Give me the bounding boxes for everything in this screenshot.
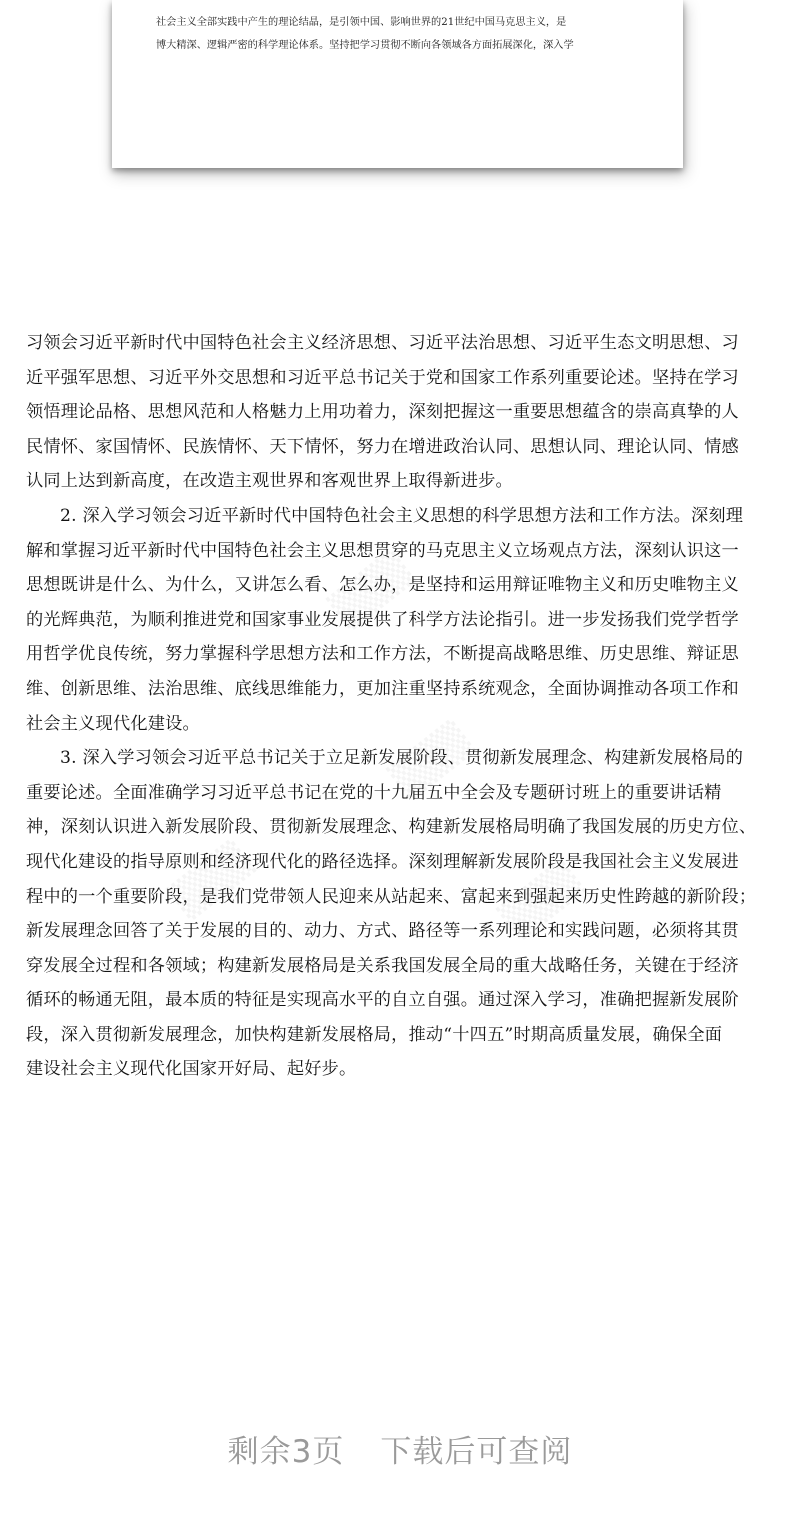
watermark: ▒▒▒ — [386, 718, 477, 803]
text-line: 程中的一个重要阶段，是我们党带领人民迎来从站起来、富起来到强起来历史性跨越的新阶段； — [26, 886, 757, 907]
text-line: 解和掌握习近平新时代中国特色社会主义思想贯穿的马克思主义立场观点方法，深刻认识这一 — [26, 540, 739, 561]
text-line: 维、创新思维、法治思维、底线思维能力，更加注重坚持系统观念，全面协调推动各项工作和 — [26, 678, 739, 699]
text-line: 重要论述。全面准确学习习近平总书记在党的十九届五中全会及专题研讨班上的重要讲话精 — [26, 782, 722, 803]
preview-line: 社会主义全部实践中产生的理论结晶，是引领中国、影响世界的21世纪中国马克思主义，是 — [156, 17, 567, 28]
text-line: 习领会习近平新时代中国特色社会主义经济思想、习近平法治思想、习近平生态文明思想、习 — [26, 333, 739, 353]
remaining-pages-banner[interactable] — [0, 1426, 800, 1471]
text-line: 社会主义现代化建设。 — [26, 713, 200, 734]
text-line: 穿发展全过程和各领域；构建新发展格局是关系我国发展全局的重大战略任务，关键在于经济 — [26, 955, 739, 976]
text-line: 认同上达到新高度，在改造主观世界和客观世界上取得新进步。 — [26, 471, 513, 492]
text-line: 段，深入贯彻新发展理念，加快构建新发展格局，推动“十四五”时期高质量发展，确保全面 — [26, 1024, 723, 1045]
download-hint-text: 下载后可查阅 — [380, 1434, 573, 1470]
text-line: 2. 深入学习领会习近平新时代中国特色社会主义思想的科学思想方法和工作方法。深刻理 — [60, 505, 744, 526]
text-line: 新发展理念回答了关于发展的目的、动力、方式、路径等一系列理论和实践问题，必须将其贯 — [26, 921, 739, 942]
watermark: ▒▒▒ — [326, 548, 417, 633]
text-line: 的光辉典范，为顺利推进党和国家事业发展提供了科学方法论指引。进一步发扬我们党学哲学 — [26, 609, 739, 630]
watermark: ▒▒▒ — [496, 858, 587, 943]
text-line: 3. 深入学习领会习近平总书记关于立足新发展阶段、贯彻新发展理念、构建新发展格局的 — [60, 748, 744, 769]
previous-page-preview — [112, 0, 683, 168]
preview-line: 博大精深、逻辑严密的科学理论体系。坚持把学习贯彻不断向各领域各方面拓展深化，深入学 — [156, 40, 574, 51]
text-line: 建设社会主义现代化国家开好局、起好步。 — [26, 1059, 357, 1080]
remaining-pages-text: 剩余3页 — [227, 1434, 345, 1470]
document-body — [26, 326, 778, 1087]
text-line: 循环的畅通无阻，最本质的特征是实现高水平的自立自强。通过深入学习，准确把握新发展阶 — [26, 990, 739, 1011]
text-line: 现代化建设的指导原则和经济现代化的路径选择。深刻理解新发展阶段是我国社会主义发展进 — [26, 851, 739, 872]
text-line: 领悟理论品格、思想风范和人格魅力上用功着力，深刻把握这一重要思想蕴含的崇高真挚的人 — [26, 402, 739, 423]
text-line: 思想既讲是什么、为什么，又讲怎么看、怎么办，是坚持和运用辩证唯物主义和历史唯物主义 — [26, 575, 739, 596]
text-line: 民情怀、家国情怀、民族情怀、天下情怀，努力在增进政治认同、思想认同、理论认同、情感 — [26, 436, 739, 457]
text-line: 神，深刻认识进入新发展阶段、贯彻新发展理念、构建新发展格局明确了我国发展的历史方位、 — [26, 817, 757, 838]
text-line: 近平强军思想、习近平外交思想和习近平总书记关于党和国家工作系列重要论述。坚持在学习 — [26, 367, 739, 388]
text-line: 用哲学优良传统，努力掌握科学思想方法和工作方法，不断提高战略思维、历史思维、辩证思 — [26, 644, 739, 665]
watermark: ▒▒▒ — [166, 838, 257, 923]
